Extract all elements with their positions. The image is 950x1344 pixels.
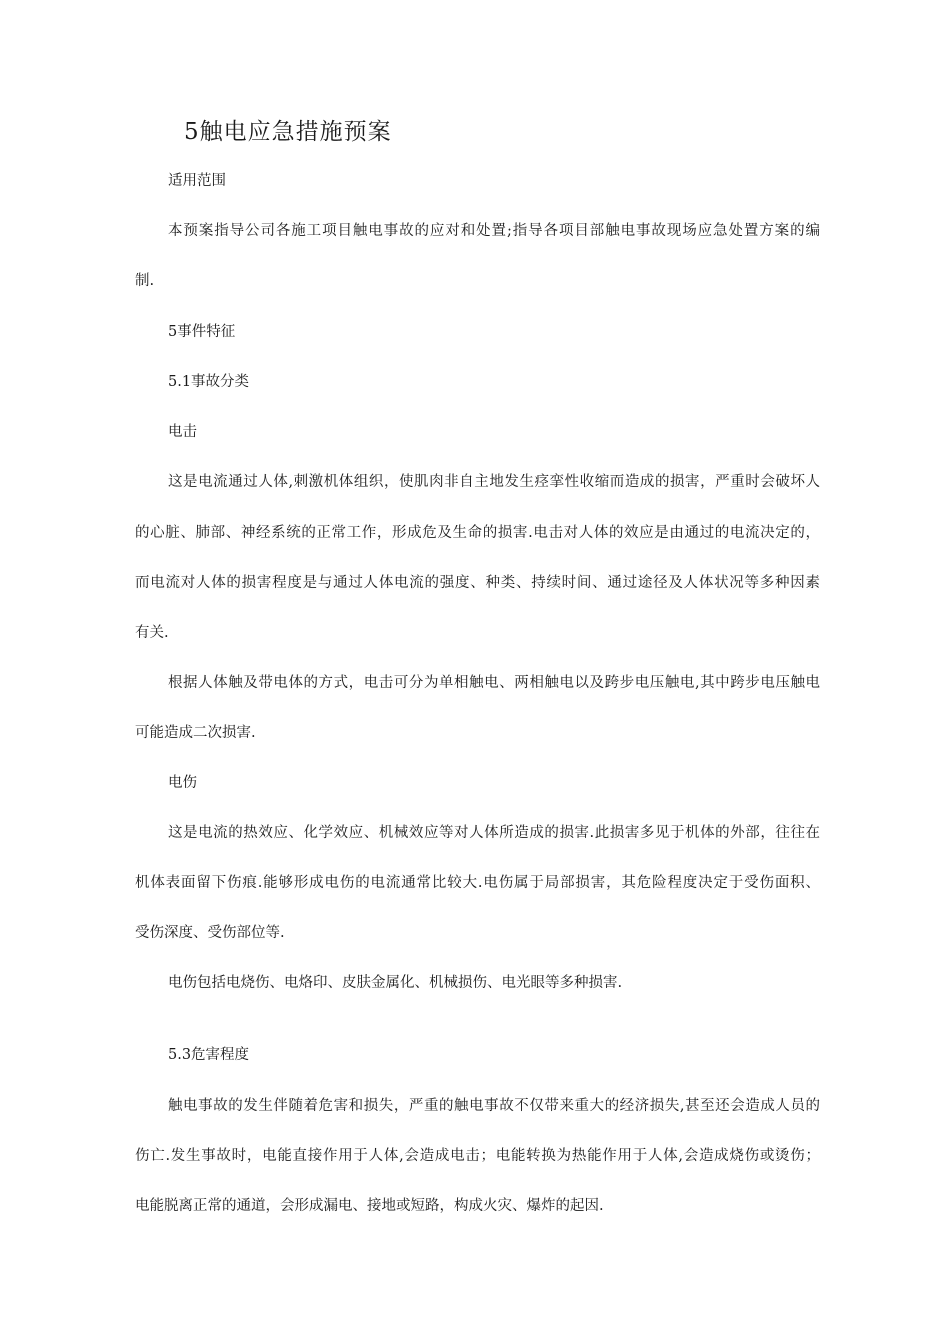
paragraph-line: 机体表面留下伤痕.能够形成电伤的电流通常比较大.电伤属于局部损害，其危险程度决定于受伤面积、 (135, 875, 820, 891)
paragraph-line: 这是电流通过人体,刺激机体组织，使肌肉非自主地发生痉挛性收缩而造成的损害，严重时会破坏人 (168, 474, 820, 490)
paragraph-line: 制. (135, 273, 155, 289)
heading-electric-injury: 电伤 (168, 775, 197, 791)
document-title: 5触电应急措施预案 (184, 119, 392, 145)
paragraph-line: 伤亡.发生事故时，电能直接作用于人体,会造成电击；电能转换为热能作用于人体,会造成烧伤或烫伤； (135, 1148, 820, 1164)
paragraph-line: 可能造成二次损害. (135, 725, 256, 741)
heading-event-features: 5事件特征 (168, 324, 236, 340)
paragraph-line: 触电事故的发生伴随着危害和损失，严重的触电事故不仅带来重大的经济损失,甚至还会造成人员的 (168, 1098, 820, 1114)
paragraph-line: 有关. (135, 625, 169, 641)
paragraph-line: 的心脏、肺部、神经系统的正常工作，形成危及生命的损害.电击对人体的效应是由通过的电流决定的， (135, 525, 820, 541)
heading-accident-classification: 5.1事故分类 (168, 374, 250, 390)
paragraph-line: 电伤包括电烧伤、电烙印、皮肤金属化、机械损伤、电光眼等多种损害. (168, 975, 623, 991)
heading-electric-shock: 电击 (168, 424, 197, 440)
paragraph-line: 受伤深度、受伤部位等. (135, 925, 285, 941)
paragraph-line: 而电流对人体的损害程度是与通过人体电流的强度、种类、持续时间、通过途径及人体状况等多种因素 (135, 575, 820, 591)
heading-hazard-level: 5.3危害程度 (168, 1047, 250, 1063)
paragraph-line: 本预案指导公司各施工项目触电事故的应对和处置;指导各项目部触电事故现场应急处置方案的编 (168, 223, 820, 239)
paragraph-line: 电能脱离正常的通道，会形成漏电、接地或短路，构成火灾、爆炸的起因. (135, 1198, 604, 1214)
heading-scope: 适用范围 (168, 173, 226, 189)
paragraph-line: 这是电流的热效应、化学效应、机械效应等对人体所造成的损害.此损害多见于机体的外部，往往在 (168, 825, 820, 841)
paragraph-line: 根据人体触及带电体的方式，电击可分为单相触电、两相触电以及跨步电压触电,其中跨步电压触电 (168, 675, 820, 691)
